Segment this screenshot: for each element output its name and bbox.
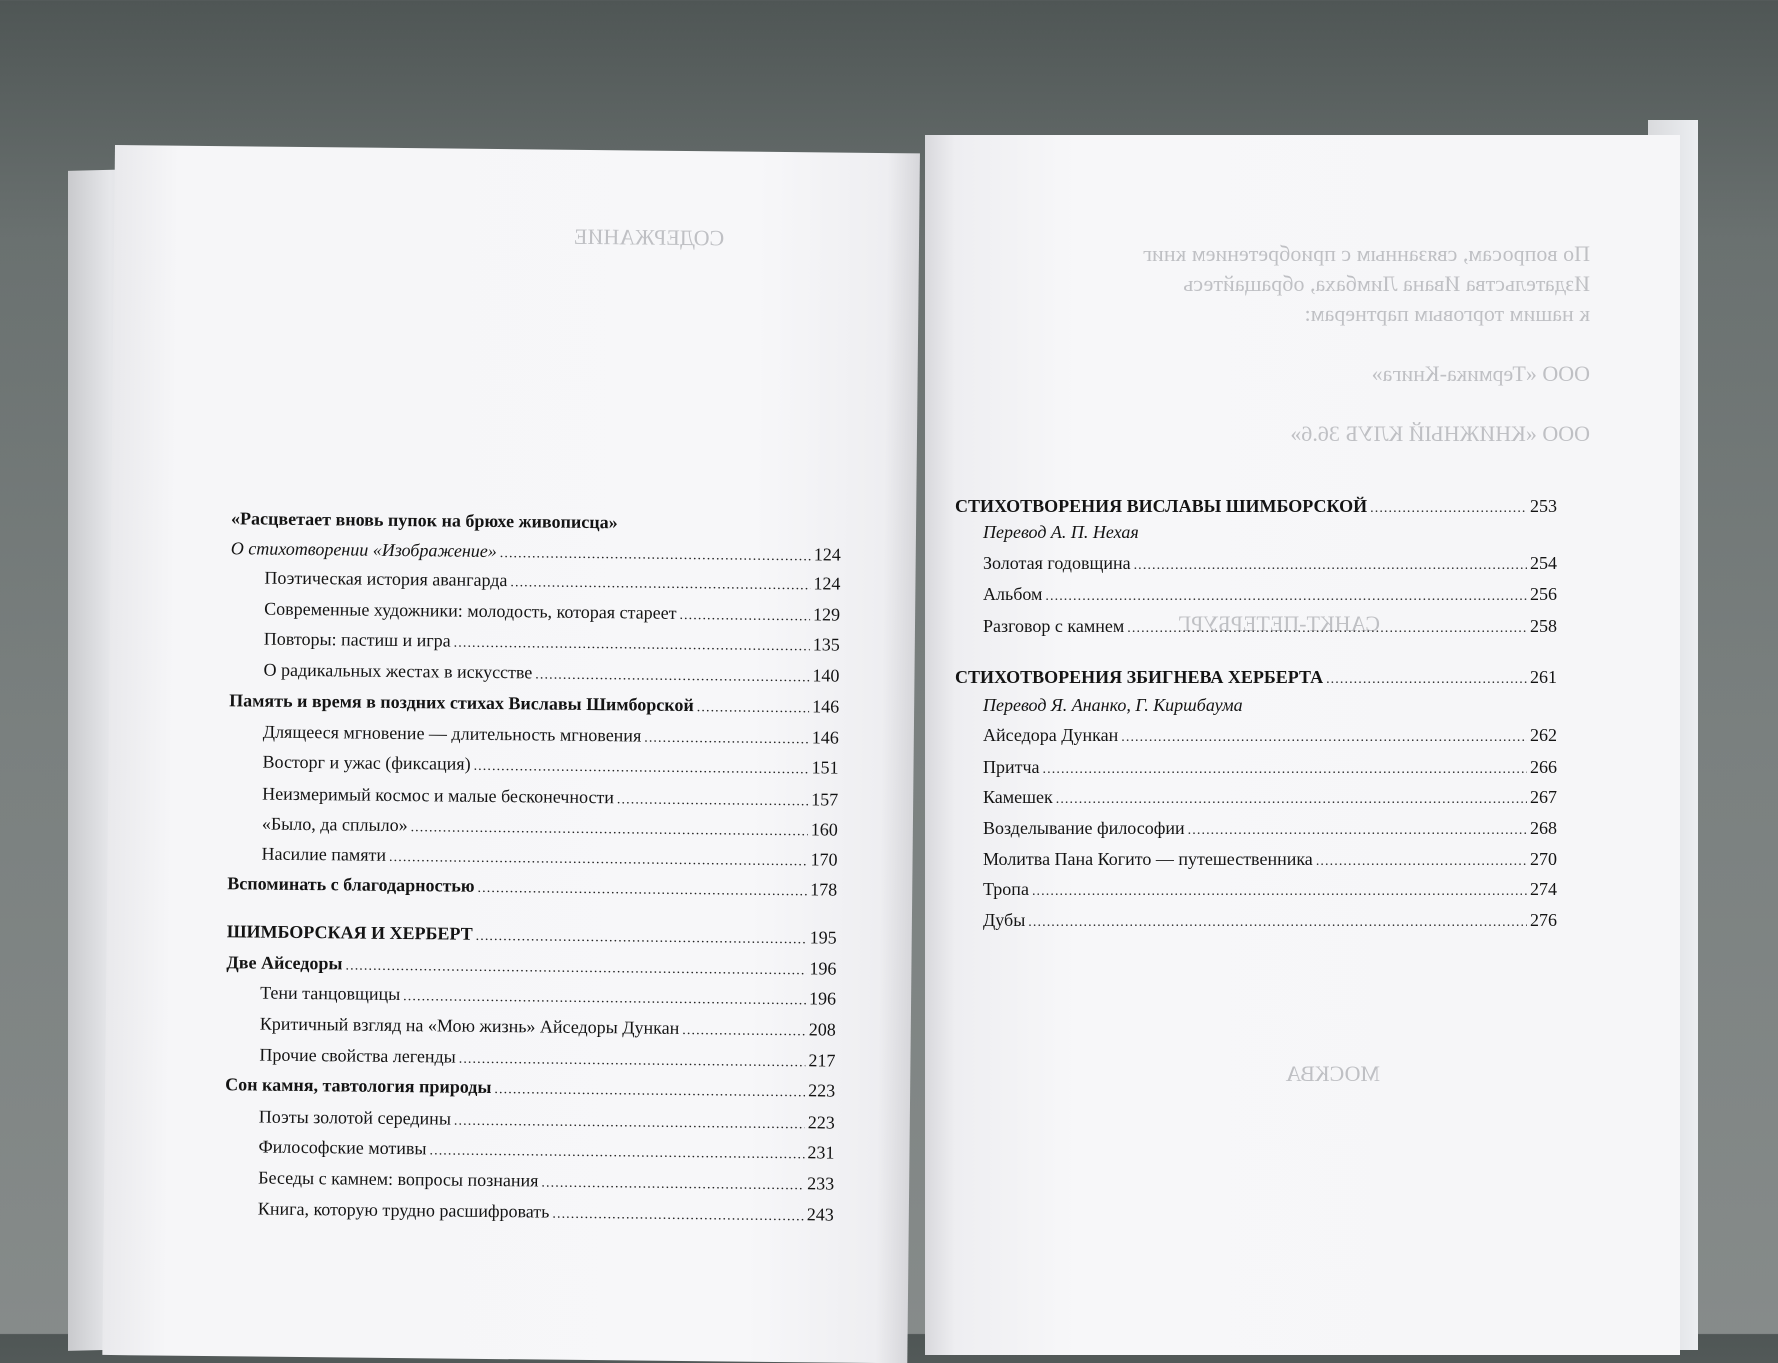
toc-leader-dots	[510, 575, 810, 594]
toc-leader-dots	[454, 1114, 805, 1134]
toc-entry	[264, 568, 840, 595]
toc-page-number: 124	[813, 544, 841, 565]
toc-leader-dots	[1134, 558, 1527, 574]
toc-leader-dots	[1316, 854, 1527, 870]
toc-leader-dots	[1127, 621, 1527, 637]
toc-page-number: 256	[1530, 584, 1557, 604]
toc-entry-title: Тени танцовщицы	[260, 982, 401, 1005]
toc-entry	[264, 599, 840, 626]
toc-entry	[263, 660, 839, 687]
toc-entry	[983, 787, 1557, 808]
show-through-line: ООО «КНИЖНЫЙ КЛУБ 36.6»	[1290, 421, 1590, 446]
toc-leader-dots	[476, 929, 807, 948]
toc-entry-title: Две Айседоры	[226, 952, 343, 974]
toc-leader-dots	[535, 667, 809, 686]
toc-leader-dots	[644, 731, 809, 749]
toc-page-number: 196	[808, 988, 837, 1009]
toc-entry-title: «Расцветает вновь пупок на брюхе живописца»	[230, 508, 618, 533]
toc-page-number: 267	[1530, 787, 1557, 807]
toc-entry	[983, 879, 1557, 900]
toc-page-number: 243	[806, 1204, 834, 1225]
toc-leader-dots	[454, 636, 810, 656]
toc-entry	[258, 1168, 834, 1195]
toc-page-number: 146	[811, 727, 839, 748]
toc-leader-dots	[552, 1207, 804, 1226]
toc-leader-dots	[1121, 730, 1527, 746]
toc-entry-title: Поэтическая история авангарда	[264, 567, 508, 591]
toc-leader-dots	[1043, 762, 1527, 778]
toc-page-number: 270	[1530, 849, 1557, 869]
toc-entry-title: Книга, которую трудно расшифровать	[257, 1198, 550, 1222]
toc-page-number: 223	[807, 1112, 835, 1133]
toc-entry-title: Дубы	[983, 910, 1026, 930]
toc-entry-title: Разговор с камнем	[983, 616, 1125, 636]
toc-leader-dots	[1326, 672, 1527, 688]
toc-leader-dots	[1056, 792, 1527, 808]
toc-page-number: 157	[811, 789, 839, 810]
toc-entry-title: Память и время в поздних стихах Виславы Шимборской	[229, 690, 694, 716]
toc-page-number: 151	[811, 757, 839, 778]
toc-leader-dots	[617, 792, 808, 810]
toc-page-number: 268	[1530, 818, 1557, 838]
toc-leader-dots	[697, 700, 809, 717]
toc-leader-dots	[1370, 501, 1527, 517]
toc-page-number: 253	[1530, 496, 1557, 516]
toc-entry	[955, 496, 1557, 517]
toc-entry	[955, 667, 1557, 688]
toc-entry-title: Камешек	[983, 787, 1053, 807]
toc-page-number: 160	[810, 819, 838, 840]
toc-entry	[262, 814, 838, 841]
toc-page-number: 231	[807, 1142, 835, 1163]
toc-entry	[983, 910, 1557, 931]
toc-entry	[260, 983, 836, 1010]
toc-entry-title: Айседора Дункан	[983, 725, 1119, 745]
toc-page-number: 170	[810, 849, 838, 870]
toc-entry	[264, 629, 840, 656]
show-through-line: САНКТ-ПЕТЕРБУРГ	[1178, 611, 1380, 636]
toc-leader-dots	[494, 1082, 805, 1101]
toc-entry	[983, 616, 1557, 637]
toc-entry	[983, 553, 1557, 574]
toc-entry-title: Длящееся мгновение — длительность мгновения	[262, 721, 642, 746]
toc-leader-dots	[459, 1052, 806, 1072]
toc-page-number: 208	[808, 1019, 836, 1040]
toc-page-number: 274	[1530, 879, 1557, 899]
toc-entry	[983, 584, 1557, 605]
toc-page-number: 146	[812, 696, 840, 717]
toc-entry	[983, 818, 1557, 839]
show-through-line: ООО «Термика-Книга»	[1371, 361, 1590, 386]
toc-leader-dots	[500, 546, 811, 565]
toc-entry-title: Тропа	[983, 879, 1029, 899]
toc-leader-dots	[474, 759, 809, 779]
toc-entry	[231, 538, 841, 565]
toc-entry-title: Прочие свойства легенды	[259, 1044, 456, 1067]
show-through-line: к нашим торговым партнерам:	[1304, 301, 1590, 326]
toc-page-number: 178	[810, 879, 838, 900]
toc-entry-title: «Было, да сплыло»	[261, 813, 408, 836]
toc-entry-title: Притча	[983, 757, 1040, 777]
toc-entry	[258, 1199, 834, 1226]
toc-entry-title: Философские мотивы	[258, 1136, 427, 1159]
toc-entry-title: Беседы с камнем: вопросы познания	[258, 1167, 539, 1191]
toc-leader-dots	[345, 958, 806, 979]
toc-entry-title: Неизмеримый космос и малые бесконечности	[262, 783, 615, 808]
show-through-line: Издательства Ивана Лимбаха, обращайтесь	[1183, 271, 1590, 296]
show-through-heading: СОДЕРЖАНИЕ	[573, 223, 725, 251]
toc-page-number: 124	[813, 573, 841, 594]
toc-page-number: 129	[813, 604, 841, 625]
toc-entry-title: Современные художники: молодость, которая стареет	[264, 598, 677, 623]
toc-entry-title: СТИХОТВОРЕНИЯ ВИСЛАВЫ ШИМБОРСКОЙ	[955, 496, 1368, 516]
toc-entry	[227, 873, 837, 900]
toc-leader-dots	[429, 1143, 804, 1163]
toc-entry	[261, 844, 837, 871]
toc-entry-title: О радикальных жестах в искусстве	[263, 659, 533, 683]
toc-entry	[983, 757, 1557, 778]
toc-entry	[262, 752, 838, 779]
toc-entry-title: Восторг и ужас (фиксация)	[262, 751, 471, 774]
right-page	[925, 135, 1680, 1355]
toc-page-number: 223	[808, 1080, 836, 1101]
toc-page-number: 266	[1530, 757, 1557, 777]
toc-entry	[258, 1137, 834, 1164]
toc-entry-title: Возделывание философии	[983, 818, 1185, 838]
toc-page-number: 195	[809, 927, 837, 948]
toc-page-number: 262	[1530, 725, 1557, 745]
toc-leader-dots	[478, 881, 808, 900]
show-through-line: По вопросам, связанным с приобретением книг	[1143, 241, 1590, 266]
toc-entry-title: Перевод А. П. Нехая	[983, 522, 1139, 542]
toc-page-number: 217	[808, 1050, 836, 1071]
toc-leader-dots	[1032, 884, 1527, 900]
toc-entry	[231, 508, 841, 535]
toc-entry-title: Золотая годовщина	[983, 553, 1131, 573]
toc-leader-dots	[411, 820, 808, 840]
toc-entry-title: Повторы: пастиш и игра	[263, 628, 451, 651]
toc-entry-title: СТИХОТВОРЕНИЯ ЗБИГНЕВА ХЕРБЕРТА	[955, 667, 1324, 687]
toc-entry	[983, 695, 1557, 716]
toc-page-number: 258	[1530, 616, 1557, 636]
toc-entry-title: ШИМБОРСКАЯ И ХЕРБЕРТ	[226, 921, 473, 944]
toc-entry	[259, 1107, 835, 1134]
toc-leader-dots	[682, 1023, 806, 1040]
toc-leader-dots	[403, 989, 806, 1009]
toc-leader-dots	[679, 608, 810, 625]
toc-entry	[229, 690, 839, 717]
toc-entry	[983, 522, 1557, 543]
toc-entry	[983, 849, 1557, 870]
toc-entry	[260, 1014, 836, 1041]
toc-page-number: 254	[1530, 553, 1557, 573]
toc-page-number: 196	[809, 958, 837, 979]
toc-entry-title: Перевод Я. Ананко, Г. Киршбаума	[983, 695, 1243, 715]
toc-entry	[225, 1074, 835, 1101]
toc-entry	[262, 784, 838, 811]
toc-entry-title: Молитва Пана Когито — путешественника	[983, 849, 1313, 869]
toc-entry	[226, 952, 836, 979]
toc-leader-dots	[1045, 589, 1527, 605]
toc-entry-title: Насилие памяти	[261, 843, 387, 865]
toc-leader-dots	[389, 850, 808, 870]
left-page	[102, 145, 920, 1363]
toc-entry	[983, 725, 1557, 746]
toc-entry-title: О стихотворении «Изображение»	[230, 538, 497, 562]
toc-entry-title: Критичный взгляд на «Мою жизнь» Айседоры Дункан	[259, 1013, 680, 1038]
toc-entry	[227, 921, 837, 948]
toc-entry-title: Поэты золотой середины	[258, 1106, 452, 1129]
toc-page-number: 276	[1530, 910, 1557, 930]
toc-entry-title: Альбом	[983, 584, 1043, 604]
toc-page-number: 135	[812, 634, 840, 655]
toc-page-number: 140	[812, 665, 840, 686]
show-through-line: МОСКВА	[1285, 1061, 1380, 1086]
toc-entry-title: Вспоминать с благодарностью	[227, 873, 475, 896]
toc-page-number: 261	[1530, 667, 1557, 687]
toc-entry	[263, 722, 839, 749]
toc-leader-dots	[1188, 823, 1527, 839]
toc-entry	[259, 1045, 835, 1072]
toc-leader-dots	[541, 1176, 804, 1195]
toc-entry-title: Сон камня, тавтология природы	[225, 1074, 492, 1097]
toc-page-number: 233	[807, 1173, 835, 1194]
toc-leader-dots	[1028, 915, 1527, 931]
